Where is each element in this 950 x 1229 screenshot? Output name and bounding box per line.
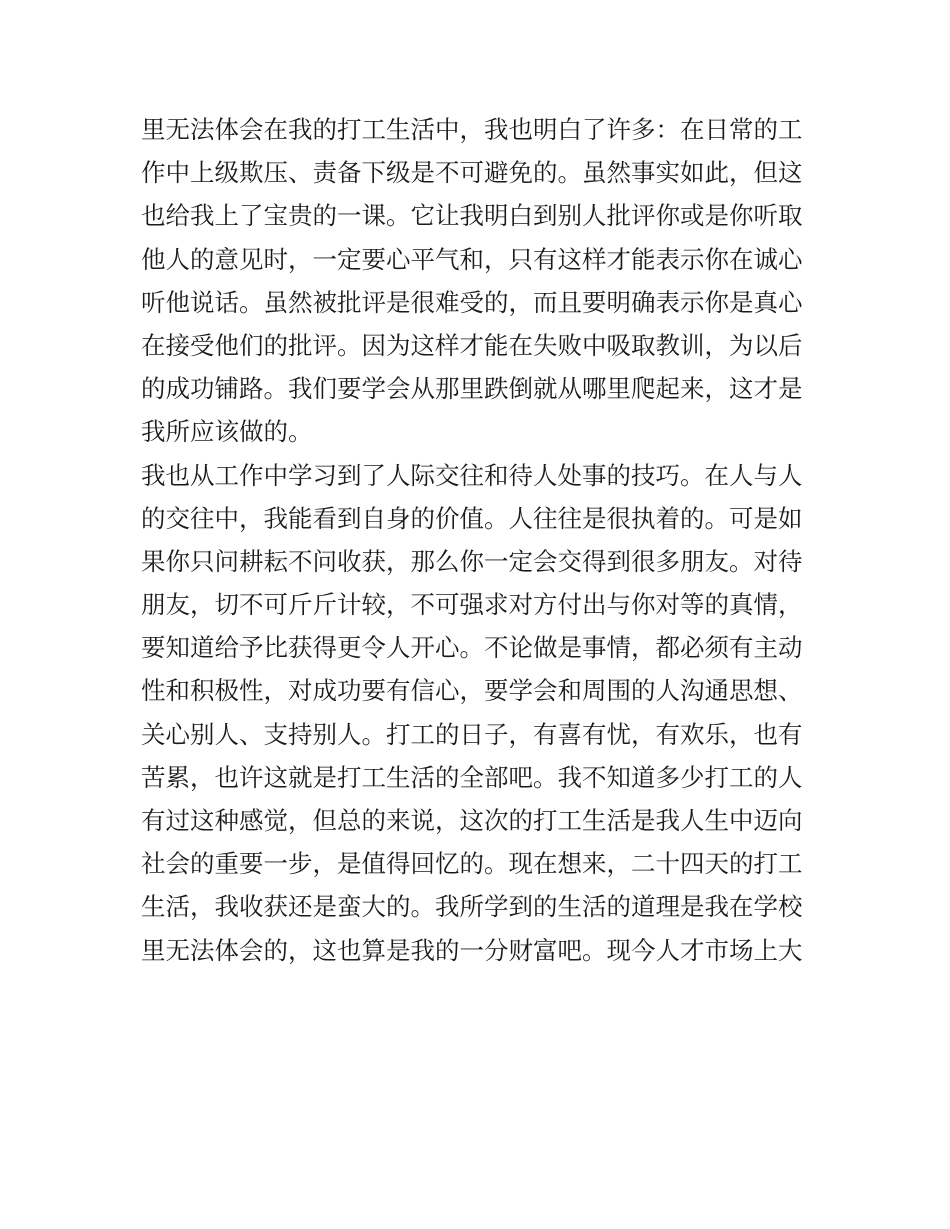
text-line: 有过这种感觉，但总的来说，这次的打工生活是我人生中迈向 <box>141 806 803 835</box>
text-line: 我也从工作中学习到了人际交往和待人处事的技巧。在人与人 <box>141 460 803 490</box>
body-text <box>141 108 821 972</box>
text-line: 社会的重要一步，是值得回忆的。现在想来，二十四天的打工 <box>141 849 803 879</box>
text-line: 他人的意见时，一定要心平气和，只有这样才能表示你在诚心 <box>141 244 803 274</box>
text-line: 要知道给予比获得更令人开心。不论做是事情，都必须有主动 <box>141 633 803 663</box>
text-line: 也给我上了宝贵的一课。它让我明白到别人批评你或是你听取 <box>141 201 803 231</box>
text-line: 听他说话。虽然被批评是很难受的，而且要明确表示你是真心 <box>141 287 803 317</box>
text-line: 在接受他们的批评。因为这样才能在失败中吸取教训，为以后 <box>141 330 803 360</box>
text-line: 里无法体会在我的打工生活中，我也明白了许多：在日常的工 <box>141 115 803 144</box>
text-line: 生活，我收获还是蛮大的。我所学到的生活的道理是我在学校 <box>141 892 803 922</box>
text-line: 的交往中，我能看到自身的价值。人往往是很执着的。可是如 <box>141 503 803 533</box>
text-line: 果你只问耕耘不问收获，那么你一定会交得到很多朋友。对待 <box>141 546 803 576</box>
text-line: 里无法体会的，这也算是我的一分财富吧。现今人才市场上大 <box>141 935 803 965</box>
text-line: 作中上级欺压、责备下级是不可避免的。虽然事实如此，但这 <box>141 158 803 188</box>
text-line: 的成功铺路。我们要学会从那里跌倒就从哪里爬起来，这才是 <box>141 374 803 404</box>
text-line: 朋友，切不可斤斤计较，不可强求对方付出与你对等的真情， <box>141 590 803 620</box>
text-line: 关心别人、支持别人。打工的日子，有喜有忧，有欢乐，也有 <box>141 719 803 749</box>
text-line: 我所应该做的。 <box>141 417 313 447</box>
text-line: 性和积极性，对成功要有信心，要学会和周围的人沟通思想、 <box>141 676 803 706</box>
text-line: 苦累，也许这就是打工生活的全部吧。我不知道多少打工的人 <box>141 762 803 792</box>
